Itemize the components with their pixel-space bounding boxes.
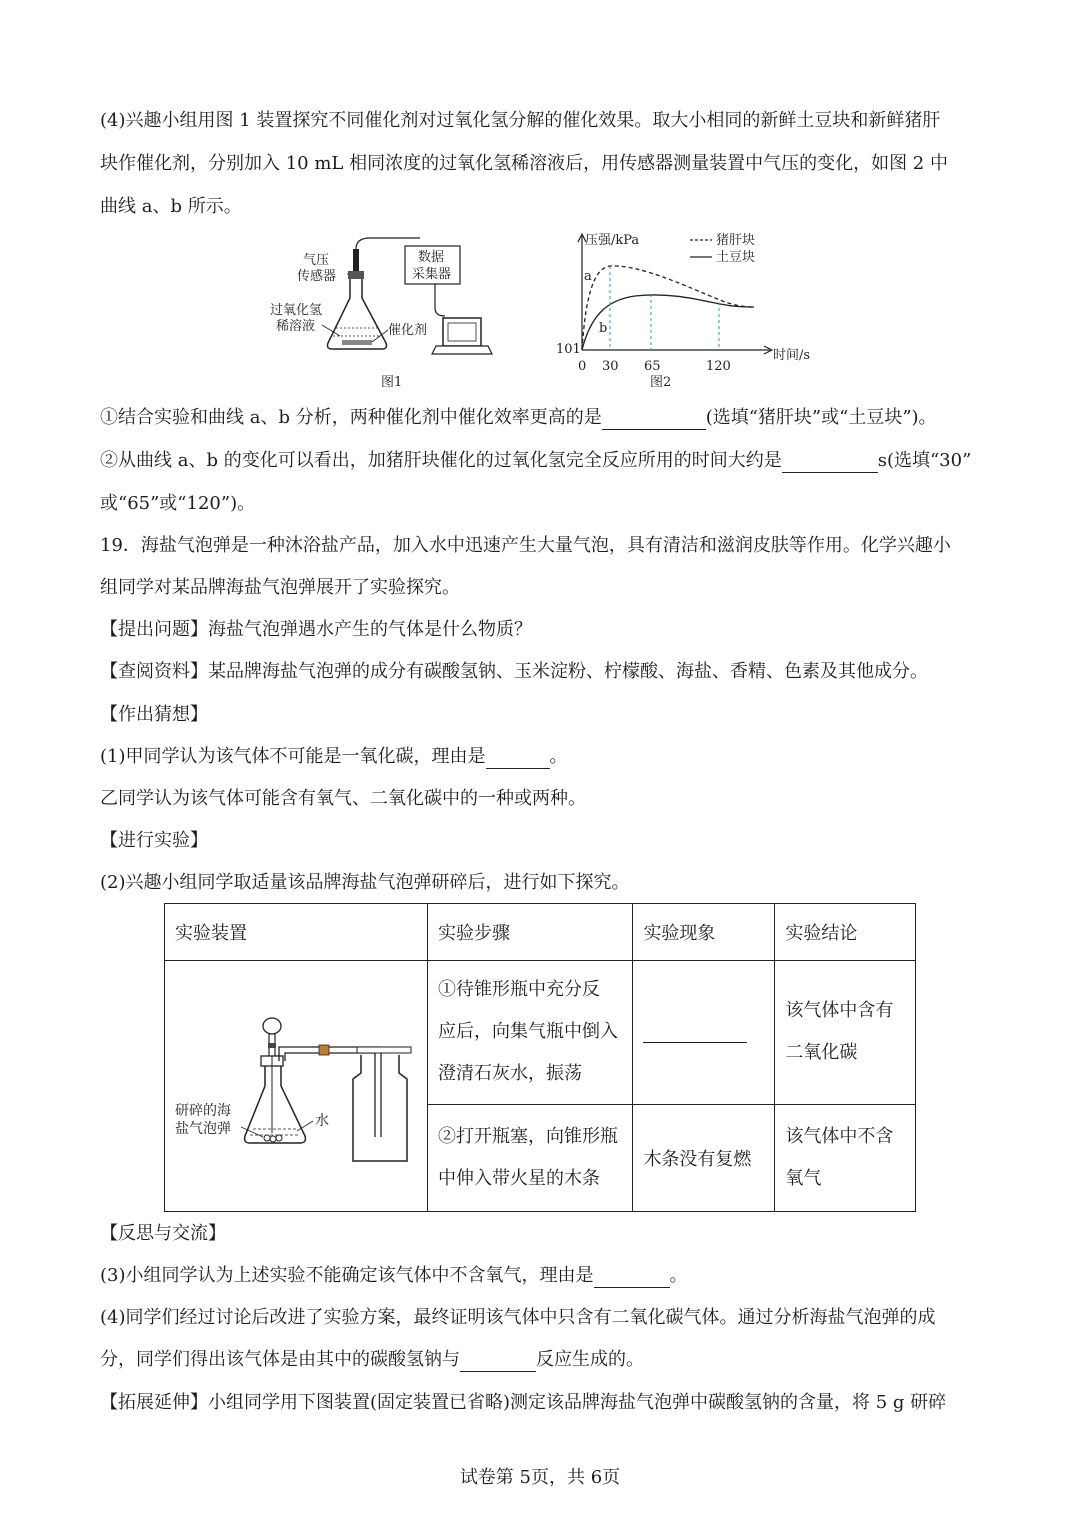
clamp-icon bbox=[319, 1045, 329, 1055]
sensor-label-2: 传感器 bbox=[297, 269, 337, 284]
step-1-line-3: 澄清石灰水，振荡 bbox=[438, 1063, 582, 1085]
apparatus-water-label: 水 bbox=[315, 1113, 329, 1129]
apparatus-label-2: 盐气泡弹 bbox=[175, 1121, 231, 1137]
q19-p4-line-1: (4)同学们经过讨论后改进了实验方案，最终证明该气体中只含有二氧化碳气体。通过分析海盐气泡弹的成 bbox=[100, 1307, 936, 1328]
collector-label-1: 数据 bbox=[418, 250, 445, 265]
conclusion-2-line-1: 该气体中不含 bbox=[785, 1125, 894, 1147]
separatory-funnel-icon bbox=[263, 1018, 281, 1034]
conclusion-1-line-2: 二氧化碳 bbox=[785, 1042, 858, 1064]
figure-2-caption: 图2 bbox=[650, 375, 672, 390]
experiment-table bbox=[164, 903, 916, 1212]
q18-sub1-options: (选填“猪肝块”或“土豆块”)。 bbox=[705, 407, 937, 428]
stopper-icon bbox=[348, 271, 364, 279]
step-2-cell bbox=[428, 1104, 633, 1211]
q19-research: 【查阅资料】某品牌海盐气泡弹的成分有碳酸氢钠、玉米淀粉、柠檬酸、海盐、香精、色素及其他成分。 bbox=[100, 661, 928, 682]
q18-sub2 bbox=[100, 449, 980, 473]
x-tick-30: 30 bbox=[602, 359, 619, 374]
table-header-row bbox=[165, 904, 916, 961]
figures-1-2 bbox=[260, 228, 820, 398]
curve-a-label: a bbox=[584, 269, 592, 284]
legend-liver: 猪肝块 bbox=[716, 233, 756, 248]
legend-potato: 土豆块 bbox=[716, 250, 756, 265]
q19-p4-end: 反应生成的。 bbox=[536, 1349, 644, 1370]
step-1-line-2: 应后，向集气瓶中倒入 bbox=[438, 1021, 618, 1043]
apparatus-cell bbox=[165, 961, 428, 1212]
x-tick-65: 65 bbox=[644, 359, 661, 374]
header-phenomenon: 实验现象 bbox=[633, 904, 775, 961]
q19-question: 【提出问题】海盐气泡弹遇水产生的气体是什么物质？ bbox=[100, 619, 532, 640]
collector-label-2: 采集器 bbox=[412, 267, 452, 282]
delivery-tube-icon bbox=[279, 1047, 381, 1137]
step-1-cell bbox=[428, 961, 633, 1105]
q18-sub2-blank[interactable] bbox=[782, 454, 878, 473]
conclusion-1-cell bbox=[775, 961, 916, 1105]
x-axis-label: 时间/s bbox=[773, 348, 811, 363]
q19-p2: (2)兴趣小组同学取适量该品牌海盐气泡弹研碎后，进行如下探究。 bbox=[100, 872, 630, 893]
catalyst-label: 催化剂 bbox=[388, 323, 428, 338]
q18-sub2-line-2: 或“65”或“120”)。 bbox=[100, 493, 256, 514]
conclusion-2-cell bbox=[775, 1104, 916, 1211]
x-tick-120: 120 bbox=[706, 359, 731, 374]
q19-p1-blank[interactable] bbox=[486, 750, 550, 769]
q18-sub1 bbox=[100, 406, 980, 430]
figure-1-apparatus bbox=[270, 238, 492, 390]
phenomenon-2-cell: 木条没有复燃 bbox=[633, 1104, 775, 1211]
pressure-sensor-icon bbox=[353, 249, 359, 271]
q18-intro-line-3: 曲线 a、b 所示。 bbox=[100, 196, 242, 217]
conical-flask-icon bbox=[245, 1066, 306, 1143]
q18-intro-line-1: (4)兴趣小组用图 1 装置探究不同催化剂对过氧化氢分解的催化效果。取大小相同的新鲜土豆块和新鲜猪肝 bbox=[100, 110, 941, 131]
q19-p4-text: 分，同学们得出该气体是由其中的碳酸氢钠与 bbox=[100, 1349, 460, 1370]
curve-a-liver bbox=[582, 266, 754, 350]
step-2-line-1: ②打开瓶塞，向锥形瓶 bbox=[438, 1125, 618, 1147]
q18-sub2-options: s(选填“30” bbox=[877, 450, 972, 471]
y-axis-label: 压强/kPa bbox=[585, 233, 640, 248]
q19-guess-heading: 【作出猜想】 bbox=[100, 704, 208, 725]
q19-p3-end: 。 bbox=[669, 1265, 688, 1286]
q18-sub1-text: ①结合实验和曲线 a、b 分析，两种催化剂中催化效率更高的是 bbox=[100, 407, 602, 428]
y-origin-label: 101 bbox=[556, 342, 581, 357]
q18-sub2-text: ②从曲线 a、b 的变化可以看出，加猪肝块催化的过氧化氢完全反应所用的时间大约是 bbox=[100, 450, 782, 471]
q19-p1-end: 。 bbox=[549, 746, 568, 767]
figure-1-caption: 图1 bbox=[381, 375, 403, 390]
step-2-line-2: 中伸入带火星的木条 bbox=[438, 1167, 600, 1189]
phenomenon-1-cell bbox=[633, 961, 775, 1105]
q19-p1b: 乙同学认为该气体可能含有氧气、二氧化碳中的一种或两种。 bbox=[100, 788, 586, 809]
page-footer: 试卷第 5页，共 6页 bbox=[459, 1467, 621, 1488]
curve-b-label: b bbox=[599, 321, 608, 336]
q19-p4-blank[interactable] bbox=[460, 1353, 536, 1372]
figure-2-graph bbox=[556, 232, 810, 390]
header-steps: 实验步骤 bbox=[428, 904, 633, 961]
q18-intro-line-2: 块作催化剂，分别加入 10 mL 相同浓度的过氧化氢稀溶液后，用传感器测量装置中气压的变化，如图 2 中 bbox=[100, 153, 948, 174]
q19-p3 bbox=[100, 1264, 980, 1288]
solution-label-1: 过氧化氢 bbox=[270, 303, 323, 318]
q18-sub1-blank[interactable] bbox=[602, 411, 706, 430]
header-apparatus: 实验装置 bbox=[165, 904, 428, 961]
sensor-label-1: 气压 bbox=[303, 253, 330, 268]
phenomenon-1-blank[interactable] bbox=[643, 1024, 747, 1043]
step-1-line-1: ①待锥形瓶中充分反 bbox=[438, 979, 600, 1001]
apparatus-diagram bbox=[165, 961, 427, 1211]
conical-flask-icon bbox=[328, 279, 387, 349]
q19-reflect-heading: 【反思与交流】 bbox=[100, 1223, 226, 1244]
header-conclusion: 实验结论 bbox=[775, 904, 916, 961]
conclusion-2-line-2: 氧气 bbox=[785, 1167, 822, 1189]
conclusion-1-line-1: 该气体中含有 bbox=[785, 1000, 894, 1022]
apparatus-label-1: 研碎的海 bbox=[175, 1103, 231, 1119]
q19-exp-heading: 【进行实验】 bbox=[100, 830, 208, 851]
gas-bottle-icon bbox=[353, 1055, 407, 1161]
catalyst-icon bbox=[342, 340, 372, 345]
q19-p1 bbox=[100, 745, 980, 769]
q19-p3-blank[interactable] bbox=[594, 1269, 670, 1288]
solution-label-2: 稀溶液 bbox=[276, 319, 316, 334]
q19-intro-line-2: 组同学对某品牌海盐气泡弹展开了实验探究。 bbox=[100, 577, 460, 598]
q19-p1-text: (1)甲同学认为该气体不可能是一氧化碳，理由是 bbox=[100, 746, 486, 767]
x-tick-0: 0 bbox=[578, 359, 587, 374]
q19-intro-line-1: 19．海盐气泡弹是一种沐浴盐产品，加入水中迅速产生大量气泡，具有清洁和滋润皮肤等作用。化学兴趣小 bbox=[100, 535, 951, 556]
q19-p3-text: (3)小组同学认为上述实验不能确定该气体中不含氧气，理由是 bbox=[100, 1265, 594, 1286]
q19-extend: 【拓展延伸】小组同学用下图装置(固定装置已省略)测定该品牌海盐气泡弹中碳酸氢钠的含量，将 5 g 研碎 bbox=[100, 1392, 947, 1413]
q19-p4-line-2 bbox=[100, 1348, 980, 1372]
table-row-1 bbox=[165, 961, 916, 1105]
